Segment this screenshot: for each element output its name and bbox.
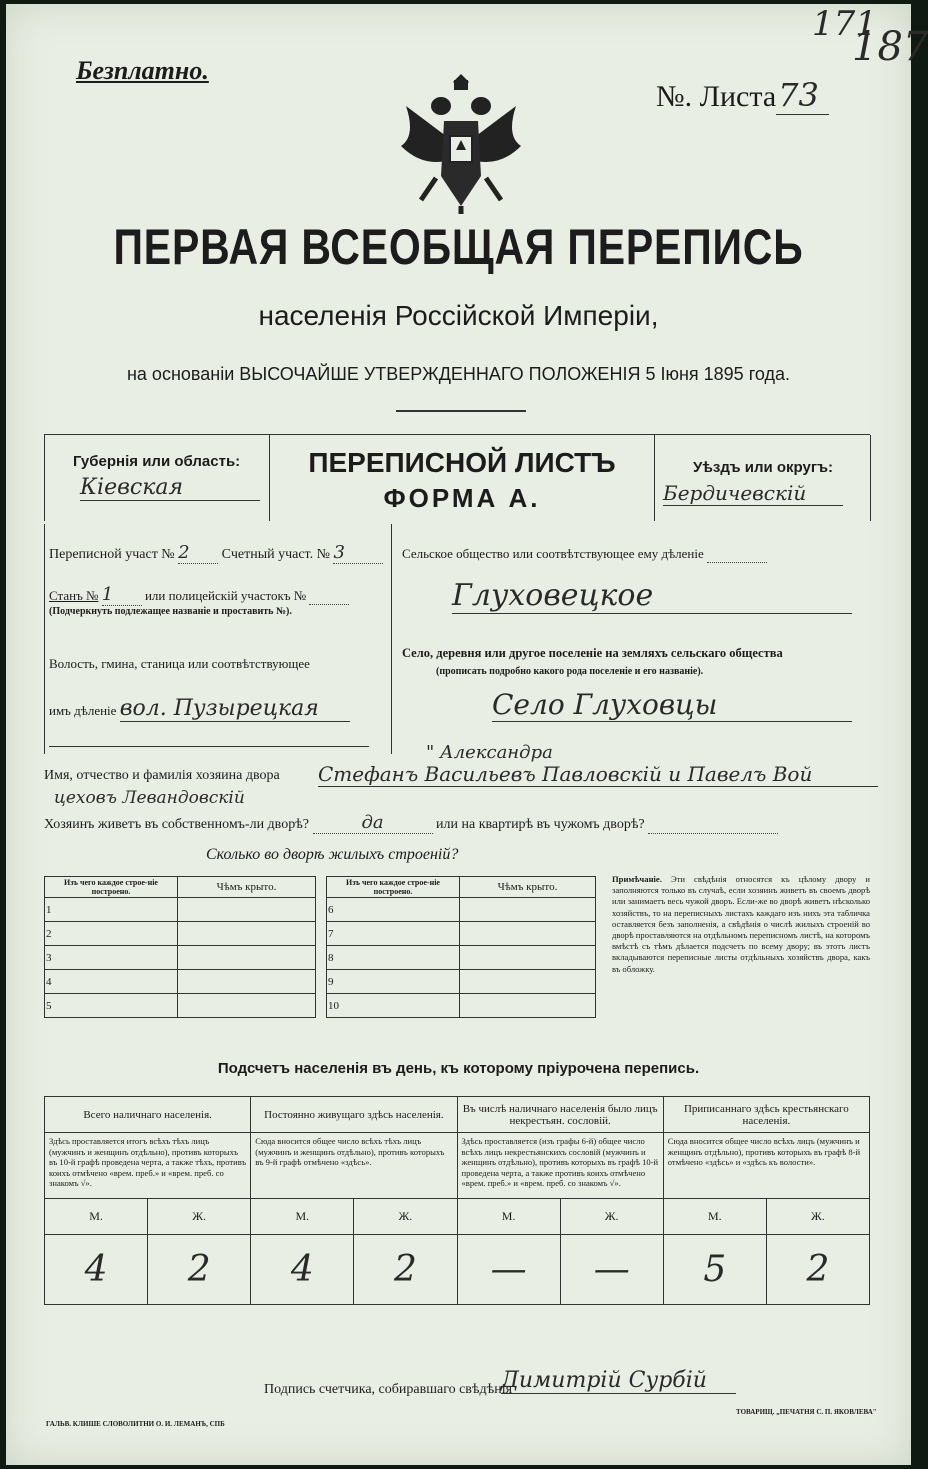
lives-own-yard-value: да [313, 812, 433, 834]
female-col-header: Ж. [354, 1199, 457, 1235]
building-row: 5 [45, 994, 178, 1018]
census-section-label: Переписной участ № [49, 547, 175, 562]
right-fields-block [391, 524, 872, 754]
province-value: Кіевская [80, 475, 260, 501]
left-imprint: ГАЛЬВ. КЛИШЕ СЛОВОЛИТНИ О. И. ЛЕМАНЪ, СПБ [46, 1420, 225, 1428]
district-value: Бердичевскій [663, 481, 843, 506]
total-present-male: 4 [45, 1235, 148, 1305]
society-label: Сельское общество или соотвѣтствующее ему дѣленіе [402, 546, 704, 561]
double-headed-eagle-emblem [386, 66, 536, 216]
owner-name-addition: " Александра [426, 742, 553, 763]
lives-own-yard-label: Хозяинъ живетъ въ собственномъ-ли дворѣ? [44, 817, 310, 832]
owner-name-value: Стефанъ Васильевъ Павловскій и Павелъ Вой [318, 762, 878, 787]
count-section-label: Счетный участ. № [221, 547, 330, 562]
village-note: (прописать подробно какого рода поселеніе и его названіе). [436, 666, 704, 677]
note-title: Примѣчаніе. [612, 874, 662, 884]
building-row: 2 [45, 922, 178, 946]
header-total-present: Всего наличнаго населенія. [45, 1097, 251, 1133]
permanent-male: 4 [251, 1235, 354, 1305]
male-col-header: М. [251, 1199, 354, 1235]
signature-value: Димитрій Сурбій [501, 1368, 736, 1394]
desc-permanent: Сюда вносится общее число всѣхъ тѣхъ лицъ (мужчинъ и женщинъ отдѣльно), противъ которыхъ въ 9-й графѣ отмѣчено «здѣсь». [251, 1133, 457, 1199]
building-row: 3 [45, 946, 178, 970]
count-title: Подсчетъ населенія въ день, къ которому пріурочена перепись. [217, 1060, 700, 1077]
registered-peasant-female: 2 [766, 1235, 869, 1305]
buildings-question: Сколько во дворѣ жилыхъ строеній? [206, 846, 459, 863]
stan-value: 1 [102, 584, 142, 606]
building-row: 4 [45, 970, 178, 994]
female-col-header: Ж. [560, 1199, 663, 1235]
registered-peasant-male: 5 [663, 1235, 766, 1305]
total-present-female: 2 [148, 1235, 251, 1305]
male-col-header: М. [663, 1199, 766, 1235]
building-row: 10 [327, 994, 460, 1018]
signature-label: Подпись счетчика, собиравшаго свѣдѣнія [264, 1382, 513, 1397]
building-row: 1 [45, 898, 178, 922]
form-title-line1: ПЕРЕПИСНОЙ ЛИСТЪ [308, 447, 616, 478]
census-section-value: 2 [178, 542, 218, 564]
non-peasant-female: — [560, 1235, 663, 1305]
header-non-peasant: Въ числѣ наличнаго населенія было лицъ некрестьян. сословій. [457, 1097, 663, 1133]
basis-line: на основаніи ВЫСОЧАЙШЕ УТВЕРЖДЕННАГО ПОЛОЖЕНІЯ 5 Іюня 1895 года. [126, 364, 790, 384]
desc-non-peasant: Здѣсь проставляется (изъ графы 6-й) общее число всѣхъ лицъ некрестьянскихъ сословій (мужчинъ и женщинъ отдѣльно), противъ которыхъ въ графѣ 10-й проведена черта, а также противъ коихъ отмѣчено «врем. преб.» и «врем. преб. со знакомъ √». [457, 1133, 663, 1199]
stan-label: Станъ № [49, 588, 99, 603]
population-count-table [44, 1096, 870, 1305]
province-label: Губернія или область: [73, 453, 241, 470]
ornament-divider [396, 410, 526, 412]
owner-label: Имя, отчество и фамилія хозяина двора [44, 768, 280, 783]
permanent-female: 2 [354, 1235, 457, 1305]
district-label: Уѣздъ или округъ: [693, 459, 834, 476]
count-section-value: 3 [333, 542, 383, 564]
sheet-number-label: №. Листа73 [656, 76, 829, 114]
archive-number-1: 171 [812, 4, 877, 44]
female-col-header: Ж. [766, 1199, 869, 1235]
desc-registered-peasant: Сюда вносится общее число всѣхъ лицъ (мужчинъ и женщинъ отдѣльно), противъ которыхъ въ графѣ 8-й отмѣчено «здѣсь» и «здѣсь къ волости». [663, 1133, 869, 1199]
header-registered-peasant: Приписаннаго здѣсь крестьянскаго населенія. [663, 1097, 869, 1133]
volost-value: вол. Пузырецкая [120, 696, 350, 722]
village-value: Село Глуховцы [492, 688, 852, 722]
female-col-header: Ж. [148, 1199, 251, 1235]
buildings-note [612, 874, 870, 975]
rent-label: или на квартирѣ въ чужомъ дворѣ? [436, 817, 645, 832]
right-imprint: ТОВАРИЩ. „ПЕЧАТНЯ С. П. ЯКОВЛЕВА" [736, 1408, 877, 1416]
census-form-page [6, 4, 928, 1465]
volost-extra-line [49, 746, 369, 747]
building-row: 8 [327, 946, 460, 970]
volost-label-line1: Волость, гмина, станица или соотвѣтствующее [49, 656, 310, 671]
col-roof-left: Чѣмъ крыто. [178, 877, 316, 898]
building-row: 7 [327, 922, 460, 946]
form-header-block [44, 434, 870, 521]
volost-label-line2: имъ дѣленіе [49, 703, 117, 718]
underline-note: (Подчеркнуть подлежащее названіе и проставить №). [49, 606, 292, 617]
col-material-left: Изъ чего каждое строе-ніе построено. [45, 877, 178, 898]
sheet-number-value: 73 [776, 76, 829, 115]
note-text: Эти свѣдѣнія относятся къ цѣлому двору и заполняются только въ случаѣ, если хозяинъ живетъ въ своемъ дворѣ или занимаетъ весь чужой дворъ. Если-же во дворѣ живетъ нѣсколько хозяйствъ, то на переписныхъ листахъ каждаго изъ нихъ эта табличка оставляется безъ заполненія, а свѣдѣнія о числѣ жилыхъ строеній во дворѣ проставляются на отдѣльномъ переписномъ листѣ, на которомъ вмѣстѣ съ тѣмъ дѣлается подсчетъ по всему двору; въ этотъ листъ вкладываются переписные листы отдѣльныхъ хозяйствъ двора, какъ въ обложку. [612, 874, 871, 974]
building-row: 9 [327, 970, 460, 994]
free-label: Безплатно. [76, 56, 209, 85]
owner-name-line2: цеховъ Левандовскій [54, 788, 245, 808]
village-label: Село, деревня или другое поселеніе на земляхъ сельскаго общества [402, 646, 783, 660]
page-subtitle: населенія Россійской Имперіи, [258, 300, 659, 331]
buildings-table-right [326, 876, 596, 1018]
form-title-line2: ФОРМА А. [383, 483, 541, 513]
male-col-header: М. [45, 1199, 148, 1235]
non-peasant-male: — [457, 1235, 560, 1305]
male-col-header: М. [457, 1199, 560, 1235]
left-fields-block [44, 524, 385, 754]
desc-total-present: Здѣсь проставляется итогъ всѣхъ тѣхъ лицъ (мужчинъ и женщинъ отдѣльно), противъ которыхъ въ 10-й графѣ проведена черта, а также тѣхъ, противъ коихъ отмѣчено «врем. преб.» и «врем. преб. со знакомъ √». [45, 1133, 251, 1199]
col-material-right: Изъ чего каждое строе-ніе построено. [327, 877, 460, 898]
col-roof-right: Чѣмъ крыто. [460, 877, 596, 898]
page-title: ПЕРВАЯ ВСЕОБЩАЯ ПЕРЕПИСЬ [113, 219, 804, 275]
police-label: или полицейскій участокъ № [144, 588, 307, 603]
archive-number-2: 187 [852, 24, 928, 70]
header-permanent: Постоянно живущаго здѣсь населенія. [251, 1097, 457, 1133]
society-value: Глуховецкое [452, 578, 852, 614]
buildings-table-left [44, 876, 316, 1018]
building-row: 6 [327, 898, 460, 922]
